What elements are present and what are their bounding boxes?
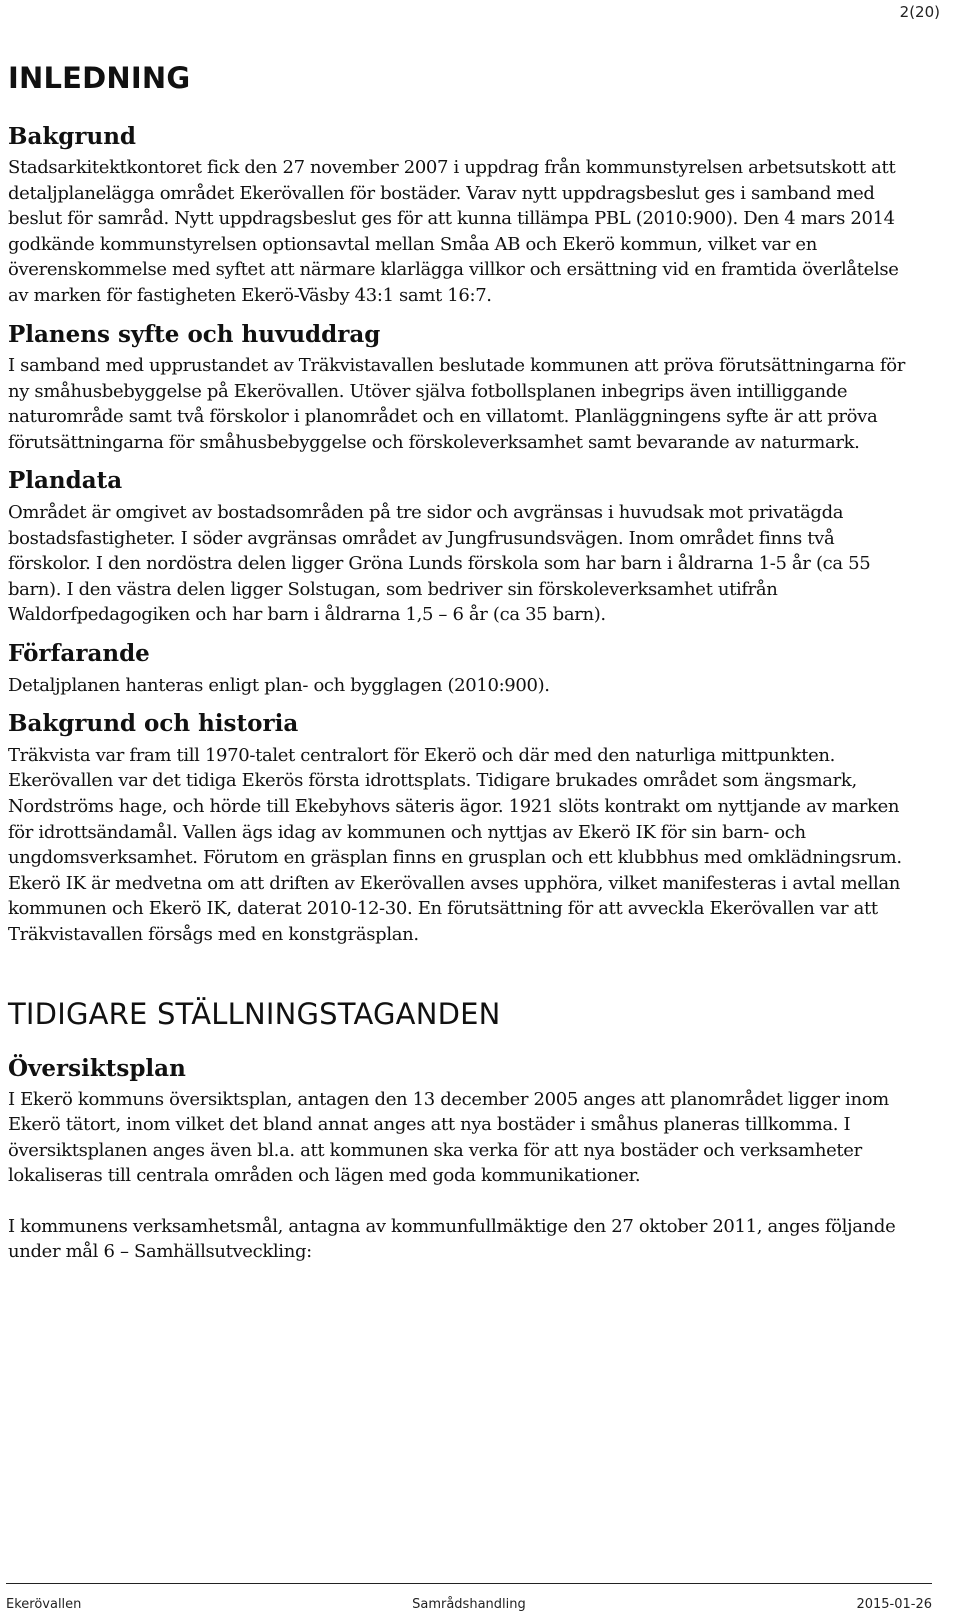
heading-plandata: Plandata bbox=[8, 467, 123, 495]
heading-bakgrund-historia: Bakgrund och historia bbox=[8, 710, 299, 738]
paragraph-plandata: Området är omgivet av bostadsområden på tre sidor och avgränsas i huvudsak mot privatägda bostadsfastigheter. I söder avgränsas området av Jungfrusundsvägen. Inom området finns två förskolor. I den nordöstra delen ligger Gröna Lunds förskola som har barn i åldrarna 1-5 år (ca 55 barn). I den västra delen ligger Solstugan, som bedriver sin förskoleverksamhet utifrån Waldorfpedagogiken och har barn i åldrarna 1,5 – 6 år (ca 35 barn). bbox=[8, 502, 871, 626]
heading-forfarande: Förfarande bbox=[8, 640, 150, 668]
paragraph-bakgrund-historia: Träkvista var fram till 1970-talet centralort för Ekerö och där med den naturliga mittpunkten. Ekerövallen var det tidiga Ekerös första idrottsplats. Tidigare brukades området som ängsmark, Nordströms hage, och hörde till Ekebyhovs säteris ägor. 1921 slöts kontrakt om nyttjande av marken för idrottsändamål. Vallen ägs idag av kommunen och nyttjas av Ekerö IK för sin barn- och ungdomsverksamhet. Förutom en gräsplan finns en grusplan och ett klubbhus med omklädningsrum. Ekerö IK är medvetna om att driften av Ekerövallen avses upphöra, vilket manifesteras i avtal mellan kommunen och Ekerö IK, daterat 2010-12-30. En förutsättning för att avveckla Ekerövallen var att Träkvistavallen försågs med en konstgräsplan. bbox=[8, 744, 902, 945]
heading-inledning: INLEDNING bbox=[8, 61, 191, 95]
footer-left: Ekerövallen bbox=[6, 1597, 82, 1612]
page-footer bbox=[6, 1583, 932, 1612]
paragraph-bakgrund: Stadsarkitektkontoret fick den 27 november 2007 i uppdrag från kommunstyrelsen arbetsutskott att detaljplanelägga området Ekerövallen för bostäder. Varav nytt uppdragsbeslut ges i samband med beslut för samråd. Nytt uppdragsbeslut ges för att kunna tillämpa PBL (2010:900). Den 4 mars 2014 godkände kommunstyrelsen optionsavtal mellan Småa AB och Ekerö kommun, vilket var en överenskommelse med syftet att närmare klarlägga villkor och ersättning vid en framtida överlåtelse av marken för fastigheten Ekerö-Väsby 43:1 samt 16:7. bbox=[8, 156, 899, 306]
paragraph-oversiktsplan-2: I kommunens verksamhetsmål, antagna av kommunfullmäktige den 27 oktober 2011, anges följande under mål 6 – Samhällsutveckling: bbox=[8, 1215, 896, 1263]
paragraph-forfarande: Detaljplanen hanteras enligt plan- och bygglagen (2010:900). bbox=[8, 674, 550, 696]
document-body bbox=[8, 62, 908, 1265]
heading-oversiktsplan: Översiktsplan bbox=[8, 1054, 186, 1082]
heading-tidigare-stallningstaganden: TIDIGARE STÄLLNINGSTAGANDEN bbox=[8, 996, 501, 1031]
footer-center: Samrådshandling bbox=[412, 1597, 526, 1612]
footer-right: 2015-01-26 bbox=[856, 1597, 932, 1612]
paragraph-planens-syfte: I samband med upprustandet av Träkvistavallen beslutade kommunen att pröva förutsättningarna för ny småhusbebyggelse på Ekerövallen. Utöver själva fotbollsplanen inbegrips även intilliggande naturområde samt två förskolor i planområdet och en villatomt. Planläggningens syfte är att pröva förutsättningarna för småhusbebyggelse och förskoleverksamhet samt bevarande av naturmark. bbox=[8, 355, 905, 453]
heading-planens-syfte: Planens syfte och huvuddrag bbox=[8, 320, 381, 348]
paragraph-oversiktsplan-1: I Ekerö kommuns översiktsplan, antagen den 13 december 2005 anges att planområdet ligger inom Ekerö tätort, inom vilket det bland annat anges att nya bostäder i småhus planeras tillkomma. I översiktsplanen anges även bl.a. att kommunen ska verka för att nya bostäder och verksamheter lokaliseras till centrala områden och lägen med goda kommunikationer. bbox=[8, 1088, 889, 1187]
heading-bakgrund: Bakgrund bbox=[8, 123, 137, 151]
page-number: 2(20) bbox=[899, 3, 940, 21]
